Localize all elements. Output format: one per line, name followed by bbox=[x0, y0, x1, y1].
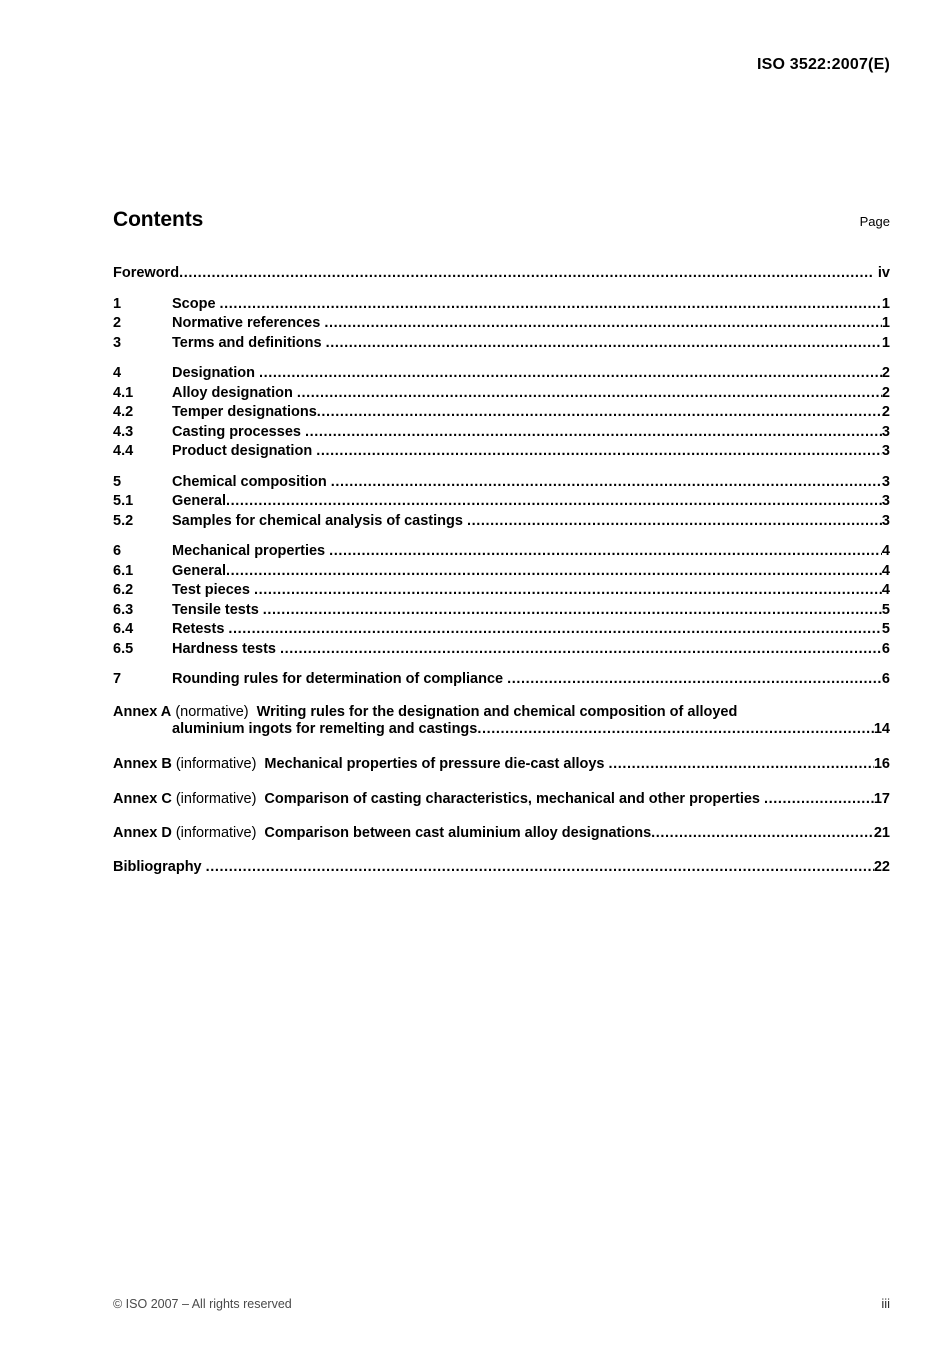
toc-entry-number: 4 bbox=[113, 365, 122, 381]
toc-entry-number: 3 bbox=[113, 334, 122, 351]
toc-entry-number: 5.1 bbox=[113, 493, 134, 509]
toc-page-number: 5 bbox=[881, 621, 890, 637]
toc-entry-number: 6.2 bbox=[113, 582, 134, 598]
toc-leader-dots bbox=[228, 622, 882, 637]
toc-entry-number: 6.3 bbox=[113, 601, 134, 618]
toc-entry-number: 4.2 bbox=[113, 404, 134, 420]
toc-annex-title-continued: aluminium ingots for remelting and castings bbox=[172, 721, 478, 738]
toc-entry-label: General bbox=[172, 493, 226, 509]
page-title: Contents bbox=[113, 208, 204, 231]
toc-leader-dots bbox=[317, 405, 882, 420]
toc-annex-marker: Annex C bbox=[113, 790, 176, 807]
toc-page-number: 4 bbox=[881, 582, 890, 598]
toc-page-number: 1 bbox=[881, 315, 890, 331]
toc-page-number: 6 bbox=[881, 671, 890, 687]
toc-entry-label: Test pieces bbox=[172, 582, 254, 598]
toc-entry[interactable] bbox=[113, 494, 890, 514]
toc-entry-number: 6.4 bbox=[113, 621, 134, 637]
toc-entry[interactable] bbox=[113, 672, 890, 692]
toc-leader-dots bbox=[179, 266, 874, 281]
toc-annex-title: Mechanical properties of pressure die-cast alloys bbox=[264, 755, 609, 772]
toc-page-number: 4 bbox=[881, 562, 890, 579]
toc-entry-label: Alloy designation bbox=[172, 384, 297, 401]
toc-leader-dots bbox=[226, 494, 882, 509]
toc-annex-marker: Annex D bbox=[113, 825, 176, 842]
toc-entry-label: Hardness tests bbox=[172, 640, 280, 657]
toc-entry-number: 2 bbox=[113, 315, 122, 331]
toc-annex-title: Writing rules for the designation and chemical composition of alloyed bbox=[256, 703, 738, 720]
toc-page-number: 3 bbox=[881, 443, 890, 459]
toc-leader-dots bbox=[259, 366, 882, 381]
toc-entry-number: 4.4 bbox=[113, 443, 134, 459]
toc-entry-annex[interactable] bbox=[113, 791, 890, 814]
toc-page-number: 1 bbox=[881, 334, 890, 351]
footer-copyright: © ISO 2007 – All rights reserved bbox=[113, 1297, 292, 1311]
toc-page-number: 3 bbox=[881, 493, 890, 509]
footer-page-number: iii bbox=[881, 1296, 890, 1311]
toc-entry[interactable] bbox=[113, 444, 890, 464]
toc-entry[interactable] bbox=[113, 386, 890, 406]
toc-entry-label: General bbox=[172, 562, 226, 579]
toc-entry-number: 6.1 bbox=[113, 562, 134, 579]
toc-annex-qualifier: (normative) bbox=[175, 703, 249, 720]
toc-entry-label: Foreword bbox=[113, 265, 180, 281]
toc-page-number: 14 bbox=[873, 721, 890, 738]
toc-page-number: 17 bbox=[873, 790, 890, 807]
toc-entry-annex[interactable] bbox=[113, 704, 890, 744]
toc-entry[interactable] bbox=[113, 603, 890, 623]
toc-annex-title: Comparison between cast aluminium alloy designations bbox=[264, 825, 652, 842]
toc-entry-label: Retests bbox=[172, 621, 229, 637]
toc-leader-dots bbox=[326, 336, 882, 351]
toc-annex-marker: Annex A bbox=[113, 703, 176, 720]
toc-page-number: 2 bbox=[881, 365, 890, 381]
toc-page-number: 6 bbox=[881, 640, 890, 657]
toc-entry-foreword[interactable] bbox=[113, 266, 890, 286]
toc-leader-dots bbox=[226, 564, 882, 579]
toc-leader-dots bbox=[609, 756, 874, 774]
toc-leader-dots bbox=[329, 544, 882, 559]
toc-page-number: 3 bbox=[881, 473, 890, 490]
toc-leader-dots bbox=[254, 583, 882, 598]
toc-entry-label: Chemical composition bbox=[172, 473, 331, 490]
toc-entry-number: 5.2 bbox=[113, 512, 134, 529]
table-of-contents bbox=[113, 266, 890, 879]
toc-annex-line bbox=[113, 791, 890, 809]
toc-leader-dots bbox=[764, 791, 874, 809]
toc-entry-label: Product designation bbox=[172, 443, 317, 459]
toc-entry-number: 7 bbox=[113, 671, 122, 687]
toc-leader-dots bbox=[220, 297, 882, 312]
toc-entry-annex[interactable] bbox=[113, 825, 890, 848]
page-footer bbox=[113, 1296, 890, 1311]
toc-page-number: 2 bbox=[881, 404, 890, 420]
toc-leader-dots bbox=[477, 721, 874, 739]
toc-leader-dots bbox=[331, 475, 882, 490]
toc-entry[interactable] bbox=[113, 366, 890, 386]
toc-page-number: 4 bbox=[881, 543, 890, 559]
toc-page-number: 3 bbox=[881, 512, 890, 529]
toc-entry-annex[interactable] bbox=[113, 756, 890, 779]
toc-entry-label: Casting processes bbox=[172, 423, 305, 440]
toc-entry-number: 6 bbox=[113, 543, 122, 559]
toc-entry-bibliography[interactable] bbox=[113, 860, 890, 880]
toc-leader-dots bbox=[206, 860, 874, 875]
toc-entry-number: 4.1 bbox=[113, 384, 134, 401]
toc-entry-number: 5 bbox=[113, 473, 122, 490]
toc-entry-label: Scope bbox=[172, 295, 220, 312]
toc-annex-line bbox=[113, 756, 890, 774]
toc-entry[interactable] bbox=[113, 425, 890, 445]
toc-leader-dots bbox=[651, 825, 874, 843]
toc-entry-number: 1 bbox=[113, 295, 122, 312]
toc-leader-dots bbox=[263, 603, 882, 618]
toc-entry-label: Samples for chemical analysis of castings bbox=[172, 512, 467, 529]
toc-leader-dots bbox=[467, 514, 882, 529]
toc-page-number: iv bbox=[873, 265, 890, 281]
toc-leader-dots bbox=[280, 642, 882, 657]
toc-entry-number: 6.5 bbox=[113, 640, 134, 657]
toc-annex-line bbox=[113, 704, 890, 722]
toc-entry[interactable] bbox=[113, 514, 890, 534]
toc-entry-label: Normative references bbox=[172, 315, 325, 331]
toc-page-number: 21 bbox=[873, 825, 890, 842]
toc-entry[interactable] bbox=[113, 622, 890, 642]
toc-entry-label: Mechanical properties bbox=[172, 543, 330, 559]
toc-annex-qualifier: (informative) bbox=[175, 790, 257, 807]
toc-entry-label: Designation bbox=[172, 365, 260, 381]
toc-page-number: 22 bbox=[873, 858, 890, 875]
toc-entry[interactable] bbox=[113, 297, 890, 317]
toc-page-number: 16 bbox=[873, 755, 890, 772]
toc-page-number: 5 bbox=[881, 601, 890, 618]
toc-annex-marker: Annex B bbox=[113, 755, 176, 772]
toc-entry[interactable] bbox=[113, 336, 890, 356]
toc-entry-number: 4.3 bbox=[113, 423, 134, 440]
toc-entry[interactable] bbox=[113, 642, 890, 662]
toc-leader-dots bbox=[316, 444, 882, 459]
toc-annex-title: Comparison of casting characteristics, mechanical and other properties bbox=[264, 790, 765, 807]
toc-leader-dots bbox=[297, 386, 882, 401]
toc-entry[interactable] bbox=[113, 583, 890, 603]
toc-annex-line-continued bbox=[113, 721, 890, 739]
toc-page-number: 1 bbox=[881, 295, 890, 312]
page-column-label: Page bbox=[859, 214, 890, 229]
running-header-standard-ref: ISO 3522:2007(E) bbox=[756, 56, 890, 73]
toc-leader-dots bbox=[324, 316, 882, 331]
toc-entry-label: Bibliography bbox=[113, 858, 206, 875]
toc-page-number: 2 bbox=[881, 384, 890, 401]
toc-entry[interactable] bbox=[113, 544, 890, 564]
contents-header bbox=[113, 208, 890, 232]
toc-page-number: 3 bbox=[881, 423, 890, 440]
toc-entry[interactable] bbox=[113, 405, 890, 425]
toc-annex-qualifier: (informative) bbox=[175, 825, 257, 842]
toc-annex-qualifier: (informative) bbox=[175, 755, 257, 772]
toc-entry-label: Terms and definitions bbox=[172, 334, 326, 351]
toc-leader-dots bbox=[507, 672, 882, 687]
toc-leader-dots bbox=[305, 425, 882, 440]
toc-entry[interactable] bbox=[113, 316, 890, 336]
toc-entry-label: Rounding rules for determination of compliance bbox=[172, 671, 508, 687]
toc-entry[interactable] bbox=[113, 564, 890, 584]
toc-entry-label: Tensile tests bbox=[172, 601, 263, 618]
toc-annex-line bbox=[113, 825, 890, 843]
toc-entry[interactable] bbox=[113, 475, 890, 495]
toc-entry-label: Temper designations bbox=[172, 404, 317, 420]
